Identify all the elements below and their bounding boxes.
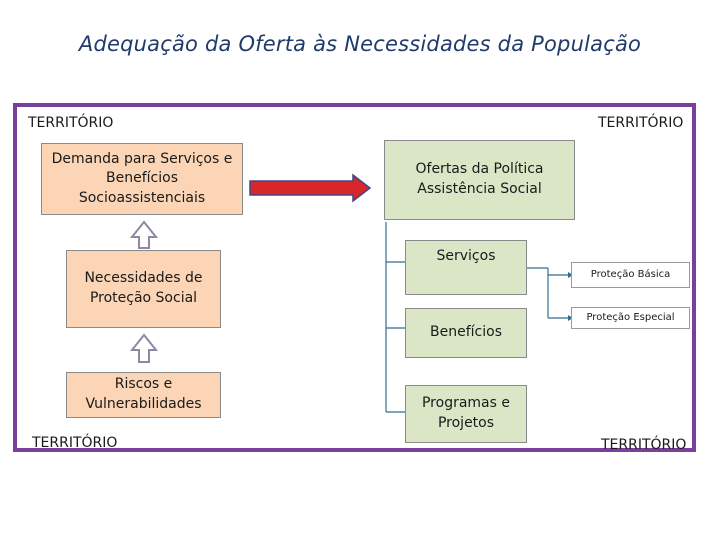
programas-box: Programas e Projetos xyxy=(405,385,527,443)
up-arrow-icon-2 xyxy=(132,335,156,362)
protecao-basica-box: Proteção Básica xyxy=(571,262,690,288)
territory-label-bottom-left: TERRITÓRIO xyxy=(32,435,118,451)
protecao-especial-box: Proteção Especial xyxy=(571,307,690,329)
page-title: Adequação da Oferta às Necessidades da População xyxy=(78,32,642,56)
territory-label-top-left: TERRITÓRIO xyxy=(28,115,114,131)
riscos-box: Riscos e Vulnerabilidades xyxy=(66,372,221,418)
demanda-box: Demanda para Serviços e Benefícios Socioassistenciais xyxy=(41,143,243,215)
necessidades-box: Necessidades de Proteção Social xyxy=(66,250,221,328)
territory-label-top-right: TERRITÓRIO xyxy=(598,115,684,131)
territory-label-bottom-right: TERRITÓRIO xyxy=(601,437,687,453)
beneficios-box: Benefícios xyxy=(405,308,527,358)
servicos-box: Serviços xyxy=(405,240,527,295)
right-arrow-icon xyxy=(250,175,370,201)
ofertas-box: Ofertas da Política Assistência Social xyxy=(384,140,575,220)
up-arrow-icon-1 xyxy=(132,222,156,248)
